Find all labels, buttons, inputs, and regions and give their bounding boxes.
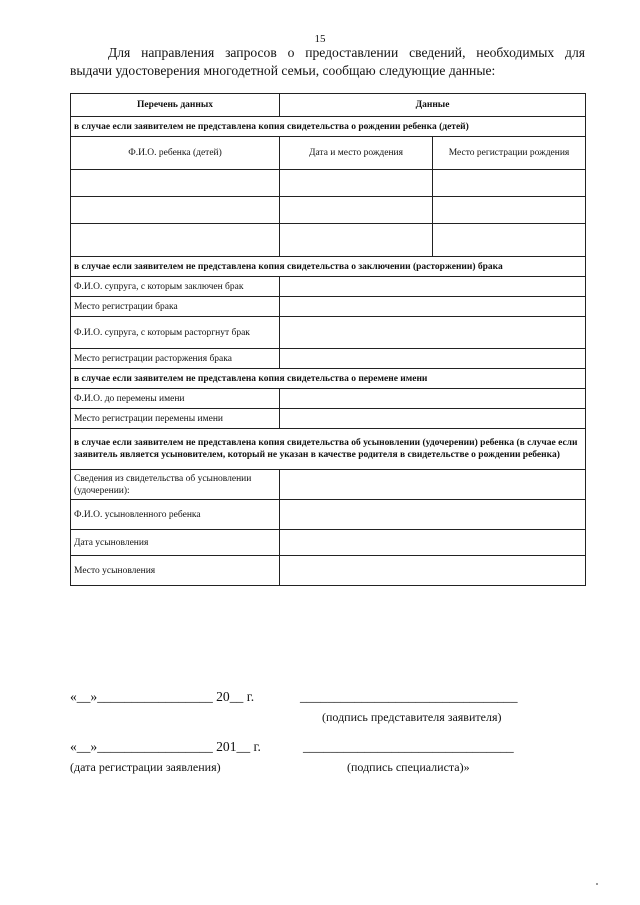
field-row [71, 470, 586, 500]
field-row [71, 297, 586, 317]
child-fio-cell[interactable] [71, 170, 280, 197]
fio-before-value[interactable] [280, 389, 586, 409]
adoption-place-label: Место усыновления [71, 556, 280, 586]
child-birth-header: Дата и место рождения [280, 137, 433, 170]
adoption-info-label: Сведения из свидетельства об усыновлении (удочерении): [71, 470, 280, 500]
scan-dot [596, 883, 598, 885]
field-row [71, 349, 586, 369]
field-row [71, 317, 586, 349]
child-birth-cell[interactable] [280, 224, 433, 257]
adopted-fio-value[interactable] [280, 500, 586, 530]
intro-line-1: Для направления запросов о предоставлении сведений, необходимых для [108, 45, 585, 60]
fio-before-label: Ф.И.О. до перемены имени [71, 389, 280, 409]
col-data-header: Данные [280, 94, 586, 117]
intro-text [70, 44, 585, 80]
date-field-registration[interactable]: «__»_________________ 201__ г. [70, 739, 261, 754]
section-marriage: в случае если заявителем не представлена копия свидетельства о заключении (расторжении) брака [71, 257, 586, 277]
intro-line-2: выдачи удостоверения многодетной семьи, сообщаю следующие данные: [70, 63, 496, 78]
adoption-date-label: Дата усыновления [71, 530, 280, 556]
section-name-change: в случае если заявителем не представлена копия свидетельства о перемене имени [71, 369, 586, 389]
child-fio-header: Ф.И.О. ребенка (детей) [71, 137, 280, 170]
spouse-married-value[interactable] [280, 277, 586, 297]
child-row [71, 197, 586, 224]
field-row [71, 530, 586, 556]
signature-line-applicant[interactable]: ________________________________ [300, 689, 518, 704]
section-row [71, 369, 586, 389]
child-reg-cell[interactable] [433, 224, 586, 257]
spouse-divorced-label: Ф.И.О. супруга, с которым расторгнут брак [71, 317, 280, 349]
adoption-date-value[interactable] [280, 530, 586, 556]
caption-specialist-signature: (подпись специалиста)» [347, 760, 470, 774]
date-field-applicant[interactable]: «__»_________________ 20__ г. [70, 689, 255, 704]
page-number: 15 [314, 33, 326, 45]
adoption-place-value[interactable] [280, 556, 586, 586]
child-row [71, 224, 586, 257]
child-reg-header: Место регистрации рождения [433, 137, 586, 170]
child-reg-cell[interactable] [433, 170, 586, 197]
caption-registration-date: (дата регистрации заявления) [70, 760, 221, 774]
spouse-married-label: Ф.И.О. супруга, с которым заключен брак [71, 277, 280, 297]
data-table [70, 93, 586, 586]
subheader-row [71, 137, 586, 170]
section-row [71, 429, 586, 470]
signature-line-specialist[interactable]: _______________________________ [303, 739, 514, 754]
child-birth-cell[interactable] [280, 197, 433, 224]
section-birth: в случае если заявителем не представлена копия свидетельства о рождении ребенка (детей) [71, 117, 586, 137]
field-row [71, 389, 586, 409]
section-row [71, 117, 586, 137]
field-row [71, 500, 586, 530]
spouse-divorced-value[interactable] [280, 317, 586, 349]
divorce-place-label: Место регистрации расторжения брака [71, 349, 280, 369]
marriage-place-label: Место регистрации брака [71, 297, 280, 317]
divorce-place-value[interactable] [280, 349, 586, 369]
caption-applicant-signature: (подпись представителя заявителя) [322, 710, 502, 724]
col-list-header: Перечень данных [71, 94, 280, 117]
field-row [71, 556, 586, 586]
table-header-row [71, 94, 586, 117]
name-change-place-value[interactable] [280, 409, 586, 429]
adopted-fio-label: Ф.И.О. усыновленного ребенка [71, 500, 280, 530]
field-row [71, 409, 586, 429]
field-row [71, 277, 586, 297]
name-change-place-label: Место регистрации перемены имени [71, 409, 280, 429]
adoption-info-value[interactable] [280, 470, 586, 500]
child-birth-cell[interactable] [280, 170, 433, 197]
section-row [71, 257, 586, 277]
child-reg-cell[interactable] [433, 197, 586, 224]
child-fio-cell[interactable] [71, 224, 280, 257]
section-adoption: в случае если заявителем не представлена копия свидетельства об усыновлении (удочерении) ребенка (в случае если заявитель является усыновителем, который не указан в качестве родителя в свидетельстве о рождении ребенка) [71, 429, 586, 470]
child-row [71, 170, 586, 197]
child-fio-cell[interactable] [71, 197, 280, 224]
marriage-place-value[interactable] [280, 297, 586, 317]
